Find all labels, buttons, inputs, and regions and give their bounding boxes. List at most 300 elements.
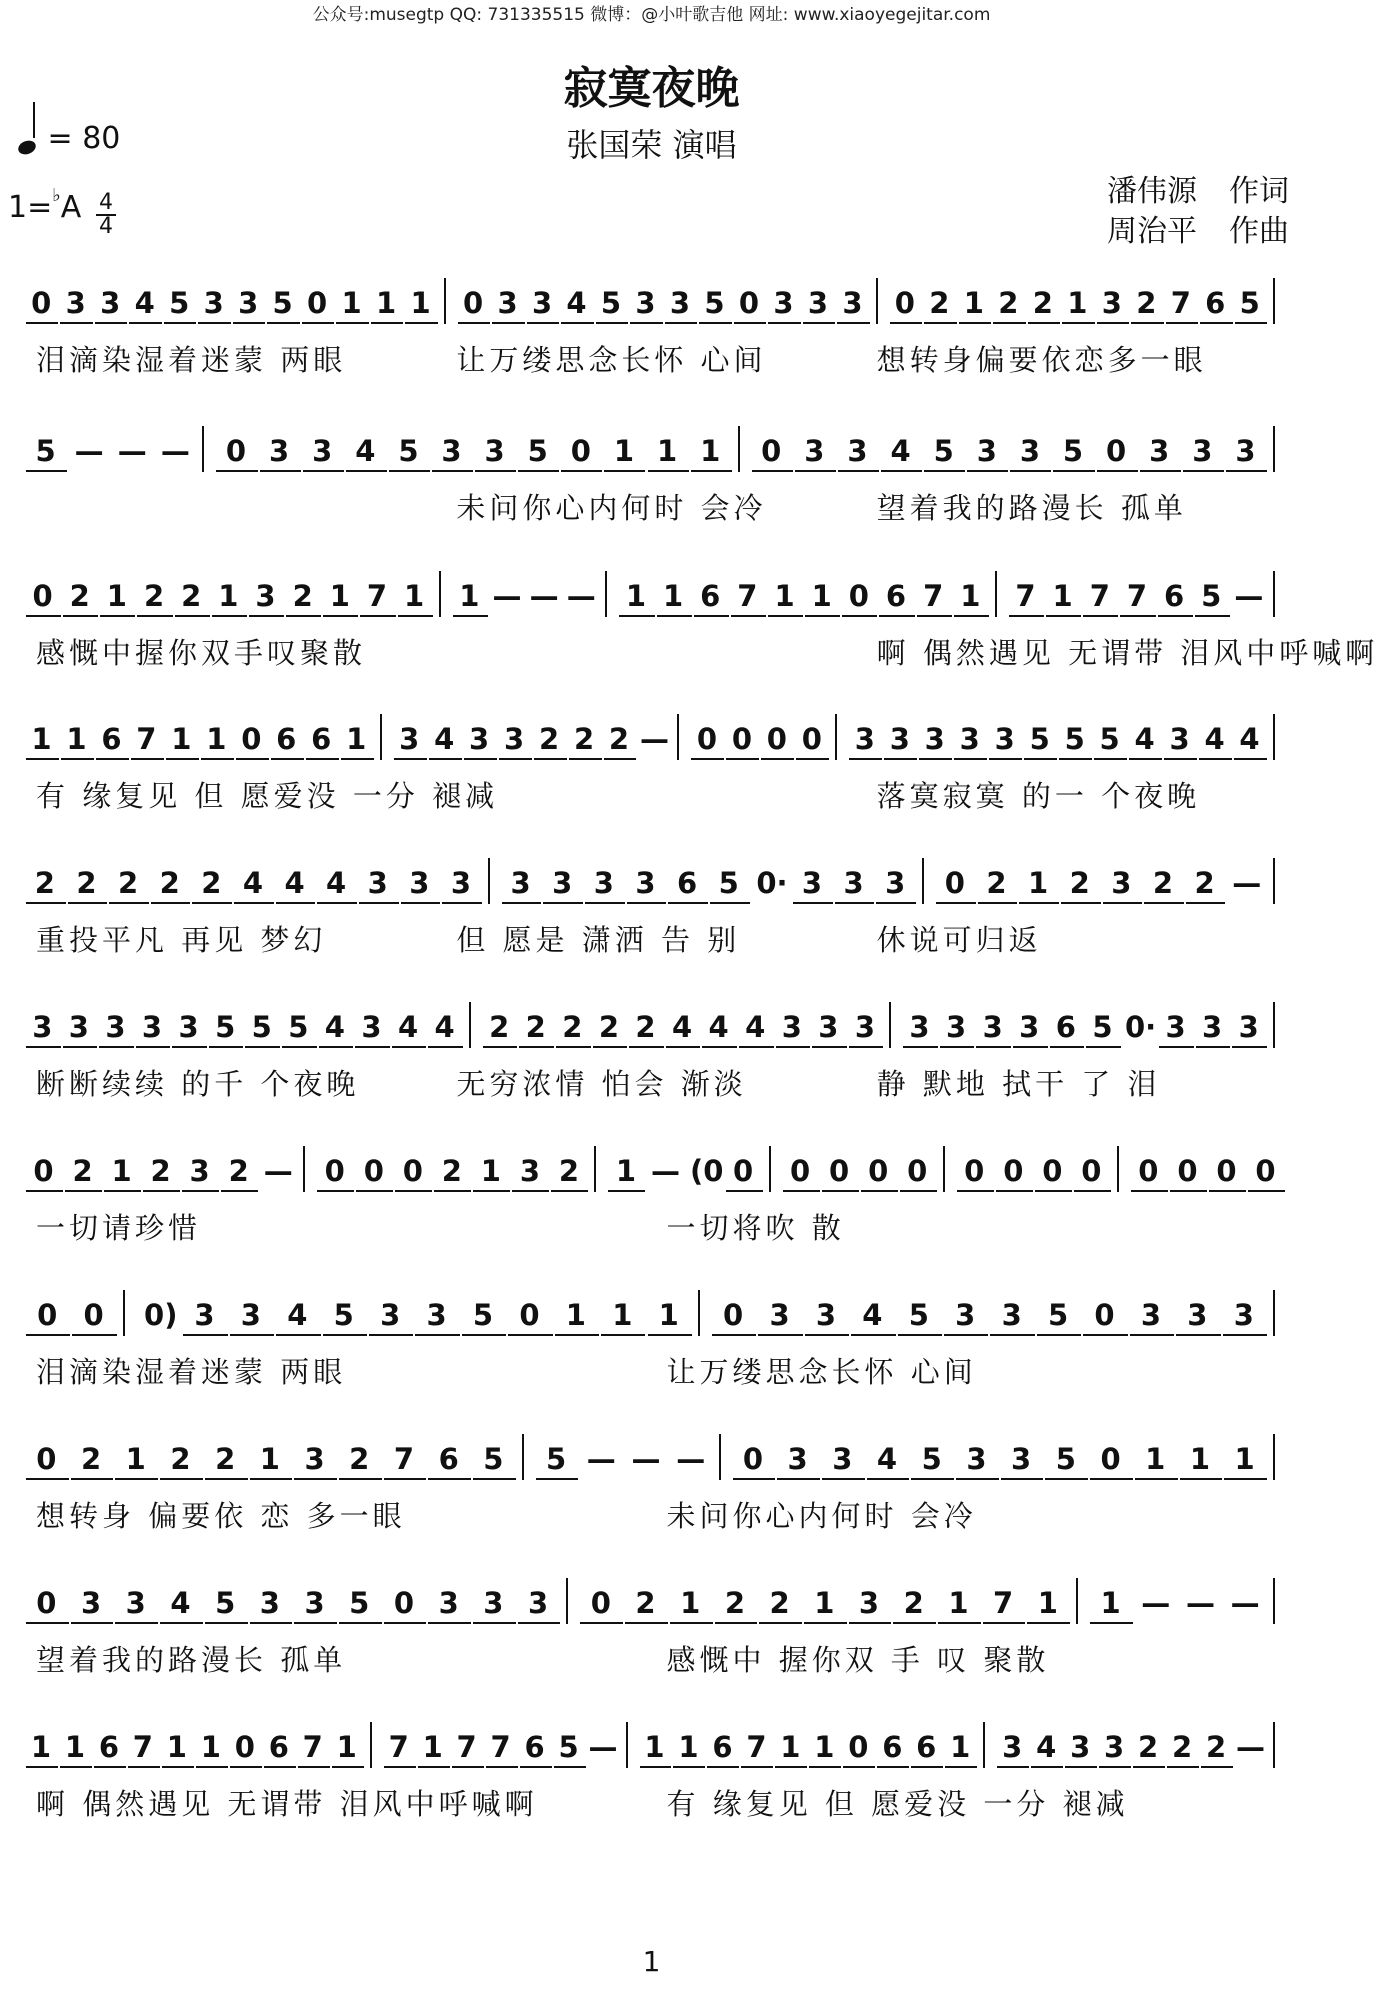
barline: [983, 1722, 985, 1768]
underline-beam: [879, 615, 914, 617]
underline-beam: [175, 615, 210, 617]
lyricist-role: 作词: [1229, 174, 1289, 209]
note: 0: [723, 1298, 744, 1332]
note: 5: [921, 1442, 942, 1476]
underline-beam: [812, 1046, 847, 1048]
note: 3: [832, 1442, 853, 1476]
underline-beam: [250, 1478, 293, 1480]
barline: [1273, 1002, 1275, 1048]
underline-beam: [519, 1046, 554, 1048]
underline-beam: [712, 1334, 756, 1336]
note: 3: [552, 866, 573, 900]
underline-beam: [26, 322, 58, 324]
note: 5: [704, 286, 725, 320]
note: 0·: [1124, 1010, 1157, 1044]
underline-beam: [1130, 1334, 1174, 1336]
note: 1: [644, 1730, 665, 1764]
note: 6: [268, 1730, 289, 1764]
underline-beam: [917, 615, 952, 617]
underline-beam: [453, 615, 488, 617]
note: 3: [593, 866, 614, 900]
note: 5: [215, 1010, 236, 1044]
note: 3: [781, 1010, 802, 1044]
note: 0: [363, 1154, 384, 1188]
barline: [566, 1578, 568, 1624]
note: 3: [125, 1586, 146, 1620]
note: 0: [964, 1154, 985, 1188]
note: 5: [1048, 1298, 1069, 1332]
note: 4: [326, 866, 347, 900]
note: 5: [558, 1730, 579, 1764]
note: 2: [1069, 866, 1090, 900]
note: 3: [1149, 434, 1170, 468]
note: 3: [842, 286, 863, 320]
note: 6: [101, 722, 122, 756]
note: —: [117, 434, 147, 468]
credits: [1107, 172, 1289, 252]
underline-beam: [1024, 758, 1057, 760]
underline-beam: [26, 1046, 61, 1048]
underline-beam: [355, 1046, 390, 1048]
underline-beam: [673, 1766, 705, 1768]
underline-beam: [26, 1478, 69, 1480]
note: 3: [483, 1586, 504, 1620]
underline-beam: [666, 1046, 701, 1048]
note: 3: [1238, 1010, 1259, 1044]
underline-beam: [398, 615, 433, 617]
note: 2: [598, 1010, 620, 1044]
note: 3: [669, 286, 691, 320]
key-prefix: 1=: [8, 190, 53, 225]
note: 1: [700, 434, 721, 468]
note: 2: [1194, 866, 1215, 900]
note: 1: [678, 1730, 699, 1764]
note: 1: [346, 722, 367, 756]
barline: [605, 571, 607, 617]
note: —: [1185, 1586, 1215, 1620]
note: 3: [1011, 1442, 1032, 1476]
note: 3: [105, 1010, 126, 1044]
underline-beam: [401, 902, 441, 904]
underline-beam: [356, 1190, 393, 1192]
note: 3: [65, 286, 86, 320]
note: 5: [1092, 1010, 1113, 1044]
underline-beam: [160, 1478, 203, 1480]
note: 0: [907, 1154, 928, 1188]
note: 3: [909, 1010, 930, 1044]
note: 3: [510, 866, 531, 900]
underline-beam: [442, 902, 482, 904]
key-note: A: [60, 190, 82, 225]
underline-beam: [877, 1766, 909, 1768]
underline-beam: [1235, 322, 1267, 324]
underline-beam: [536, 1478, 579, 1480]
underline-beam: [759, 1622, 802, 1624]
underline-beam: [389, 470, 430, 472]
underline-beam: [94, 1766, 126, 1768]
underline-beam: [842, 615, 877, 617]
note: 0: [1106, 434, 1127, 468]
underline-beam: [359, 902, 399, 904]
note: 3: [1019, 1010, 1040, 1044]
barline: [995, 571, 997, 617]
note: 0: [1100, 1442, 1121, 1476]
note: 0: [766, 722, 787, 756]
underline-beam: [473, 1190, 510, 1192]
underline-beam: [294, 1478, 337, 1480]
underline-beam: [1166, 322, 1198, 324]
note: 2: [1152, 866, 1174, 900]
underline-beam: [392, 1046, 427, 1048]
underline-beam: [694, 615, 729, 617]
note: 2: [525, 1010, 546, 1044]
note: 3: [787, 1442, 808, 1476]
note: 2: [1032, 286, 1053, 320]
note: 6: [276, 722, 297, 756]
note: 0: [307, 286, 328, 320]
note: 0): [144, 1298, 178, 1332]
note: 1: [459, 579, 480, 613]
note: 3: [367, 866, 388, 900]
lyric-line: 有 缘复见 但 愿爱没 一分 褪减: [36, 779, 499, 813]
barline: [1273, 571, 1275, 617]
note: 7: [136, 722, 157, 756]
composer-name: 周治平: [1107, 214, 1197, 249]
note: 3: [68, 1010, 89, 1044]
underline-beam: [104, 1190, 141, 1192]
underline-beam: [428, 1478, 471, 1480]
underline-beam: [625, 1622, 668, 1624]
note: 3: [497, 286, 518, 320]
underline-beam: [665, 322, 697, 324]
note: —: [74, 434, 104, 468]
underline-beam: [306, 758, 339, 760]
notes-line: [0, 428, 1303, 472]
underline-beam: [593, 1046, 628, 1048]
underline-beam: [561, 322, 593, 324]
underline-beam: [319, 1046, 354, 1048]
barline: [1117, 1146, 1119, 1192]
note: 1: [1234, 1442, 1255, 1476]
underline-beam: [534, 758, 567, 760]
note: 4: [434, 1010, 455, 1044]
note: 5: [35, 434, 56, 468]
credit-composer: [1107, 212, 1289, 252]
note: 5: [349, 1586, 370, 1620]
notes-line: [0, 1148, 1303, 1192]
note: 3: [141, 1010, 163, 1044]
underline-beam: [1144, 902, 1184, 904]
note: 7: [132, 1730, 153, 1764]
note: 7: [1089, 579, 1110, 613]
underline-beam: [1195, 615, 1230, 617]
underline-beam: [1086, 1046, 1121, 1048]
underline-beam: [710, 902, 750, 904]
note: 5: [1029, 722, 1050, 756]
underline-beam: [483, 1046, 518, 1048]
underline-beam: [100, 615, 135, 617]
underline-beam: [849, 758, 882, 760]
note: 1: [200, 1730, 221, 1764]
underline-beam: [63, 615, 98, 617]
note: 1: [811, 579, 832, 613]
time-signature-bottom: 4: [99, 214, 113, 239]
underline-beam: [205, 1478, 248, 1480]
underline-beam: [182, 1190, 219, 1192]
underline-beam: [1209, 1190, 1246, 1192]
underline-beam: [691, 470, 732, 472]
underline-beam: [462, 1334, 506, 1336]
underline-beam: [71, 1478, 114, 1480]
note: 3: [1165, 1010, 1186, 1044]
barline: [439, 571, 441, 617]
note: 2: [150, 1154, 171, 1188]
lyric-line: 让万缕思念长怀 心间: [666, 1355, 977, 1389]
underline-beam: [1159, 1046, 1194, 1048]
note: 1: [64, 1730, 86, 1764]
note: 3: [815, 1298, 837, 1332]
note: 0: [1138, 1154, 1159, 1188]
underline-beam: [394, 758, 427, 760]
note: 3: [1140, 1298, 1162, 1332]
score-row: [0, 280, 1303, 390]
note: 6: [882, 1730, 903, 1764]
underline-beam: [26, 615, 61, 617]
underline-beam: [876, 902, 916, 904]
note: —: [1234, 579, 1264, 613]
underline-beam: [945, 1766, 977, 1768]
underline-beam: [512, 1190, 549, 1192]
notes-line: [0, 860, 1303, 904]
note: 7: [388, 1730, 409, 1764]
note: 3: [399, 722, 420, 756]
underline-beam: [464, 758, 497, 760]
note: 6: [885, 579, 907, 613]
note: 2: [1138, 1730, 1159, 1764]
barline: [1273, 1578, 1275, 1624]
quarter-note-icon: [16, 138, 37, 156]
note: 5: [1062, 434, 1084, 468]
note: 3: [361, 1010, 382, 1044]
underline-beam: [1158, 615, 1193, 617]
underline-beam: [1090, 1622, 1133, 1624]
underline-beam: [758, 1334, 802, 1336]
underline-beam: [726, 1190, 763, 1192]
note: 5: [1201, 579, 1222, 613]
underline-beam: [1010, 470, 1051, 472]
note: 5: [215, 1586, 236, 1620]
underline-beam: [384, 1478, 427, 1480]
barline: [1076, 1578, 1078, 1624]
note: 0: [462, 286, 484, 320]
underline-beam: [657, 615, 692, 617]
underline-beam: [395, 1190, 432, 1192]
underline-beam: [1097, 322, 1129, 324]
note: 3: [807, 286, 829, 320]
note: 3: [178, 1010, 199, 1044]
underline-beam: [954, 758, 987, 760]
note: —: [651, 1154, 681, 1188]
note: 2: [292, 579, 313, 613]
note: 7: [737, 579, 758, 613]
note: 1: [780, 1730, 801, 1764]
underline-beam: [341, 758, 374, 760]
underline-beam: [1013, 1046, 1048, 1048]
underline-beam: [1097, 470, 1138, 472]
note: 0: [225, 434, 247, 468]
underline-beam: [851, 1334, 895, 1336]
note: 0: [37, 1298, 58, 1332]
underline-beam: [890, 322, 922, 324]
underline-beam: [369, 1334, 413, 1336]
underline-beam: [976, 1046, 1011, 1048]
underline-beam: [940, 1046, 975, 1048]
underline-beam: [71, 1622, 114, 1624]
note: 1: [613, 434, 635, 468]
note: 1: [206, 722, 227, 756]
lyric-line: 感慨中握你双手叹聚散: [36, 636, 367, 670]
note: 0: [848, 1730, 869, 1764]
notes-line: [0, 573, 1303, 617]
note: 3: [1233, 1298, 1254, 1332]
note: 5: [1239, 286, 1260, 320]
note: 3: [438, 1586, 459, 1620]
underline-beam: [630, 322, 662, 324]
note: 0: [848, 579, 869, 613]
note: 1: [950, 1730, 971, 1764]
underline-beam: [473, 1478, 516, 1480]
note: 3: [966, 1442, 987, 1476]
underline-beam: [835, 902, 875, 904]
note: 3: [959, 722, 980, 756]
note: 6: [524, 1730, 545, 1764]
note: —: [1141, 1586, 1171, 1620]
note: 0: [324, 1154, 345, 1188]
note: 3: [635, 286, 656, 320]
note: 1: [1067, 286, 1088, 320]
underline-beam: [336, 322, 368, 324]
lyric-line: 静 默地 拭干 了 泪: [876, 1067, 1161, 1101]
underline-beam: [1031, 1766, 1063, 1768]
underline-beam: [554, 1766, 586, 1768]
note: 3: [854, 1010, 876, 1044]
note: 3: [1001, 1298, 1022, 1332]
underline-beam: [805, 1334, 849, 1336]
note: 1: [166, 1730, 187, 1764]
note: 2: [998, 286, 1019, 320]
underline-beam: [793, 902, 833, 904]
underline-beam: [136, 1046, 171, 1048]
note: 3: [504, 722, 525, 756]
note: 2: [69, 579, 90, 613]
underline-beam: [137, 615, 172, 617]
note: 3: [773, 286, 794, 320]
note: 2: [441, 1154, 462, 1188]
underline-beam: [1009, 615, 1044, 617]
note: 3: [469, 722, 490, 756]
underline-beam: [298, 1766, 330, 1768]
note: 0: [731, 722, 753, 756]
key-signature: [8, 185, 82, 225]
underline-beam: [959, 322, 991, 324]
underline-beam: [956, 1478, 999, 1480]
note: 0: [1255, 1154, 1276, 1188]
lyric-line: 让万缕思念长怀 心间: [456, 343, 767, 377]
notes-line: [0, 1292, 1303, 1336]
underline-beam: [520, 1766, 552, 1768]
note: 4: [170, 1586, 191, 1620]
note: 3: [818, 1010, 839, 1044]
underline-beam: [264, 1766, 296, 1768]
tempo-marking: [18, 112, 120, 156]
underline-beam: [245, 1046, 280, 1048]
note: —: [1230, 1586, 1260, 1620]
underline-beam: [518, 1622, 561, 1624]
note: 1: [680, 1586, 701, 1620]
note: 0: [402, 1154, 423, 1188]
underline-beam: [734, 322, 766, 324]
note: 3: [994, 722, 1015, 756]
note: 0·: [756, 866, 788, 900]
note: 3: [240, 1298, 261, 1332]
note: 2: [538, 722, 560, 756]
note: 3: [982, 1010, 1003, 1044]
note: 3: [441, 434, 462, 468]
barline: [1273, 858, 1275, 904]
underline-beam: [777, 1478, 820, 1480]
underline-beam: [1131, 322, 1163, 324]
note: 3: [32, 1010, 53, 1044]
underline-beam: [1061, 902, 1101, 904]
note: 7: [1015, 579, 1036, 613]
note: 2: [80, 1442, 102, 1476]
note: 2: [159, 866, 180, 900]
note: 1: [948, 1586, 969, 1620]
barline: [943, 1146, 945, 1192]
barline: [444, 278, 446, 324]
underline-beam: [699, 322, 731, 324]
underline-beam: [733, 1478, 776, 1480]
note: 7: [746, 1730, 767, 1764]
note: 7: [1126, 579, 1148, 613]
note: 0: [33, 1154, 54, 1188]
underline-beam: [196, 1766, 228, 1768]
underline-beam: [741, 1766, 773, 1768]
barline: [698, 1290, 700, 1336]
note: 3: [1202, 1010, 1223, 1044]
note: 2: [929, 286, 950, 320]
note: 6: [311, 722, 332, 756]
note: 3: [858, 1586, 880, 1620]
note: 3: [1187, 1298, 1208, 1332]
underline-beam: [432, 470, 473, 472]
note: 0: [1216, 1154, 1237, 1188]
note: 0: [83, 1298, 104, 1332]
lyric-line: 想转身 偏要依 恋 多一眼: [36, 1499, 406, 1533]
note: 7: [366, 579, 388, 613]
notes-line: [0, 1580, 1303, 1624]
underline-beam: [1201, 1766, 1233, 1768]
underline-beam: [919, 758, 952, 760]
underline-beam: [967, 470, 1008, 472]
underline-beam: [428, 1622, 471, 1624]
note: 0: [790, 1154, 811, 1188]
underline-beam: [151, 902, 191, 904]
underline-beam: [164, 322, 196, 324]
note: 7: [393, 1442, 415, 1476]
underline-beam: [271, 758, 304, 760]
underline-beam: [768, 322, 800, 324]
